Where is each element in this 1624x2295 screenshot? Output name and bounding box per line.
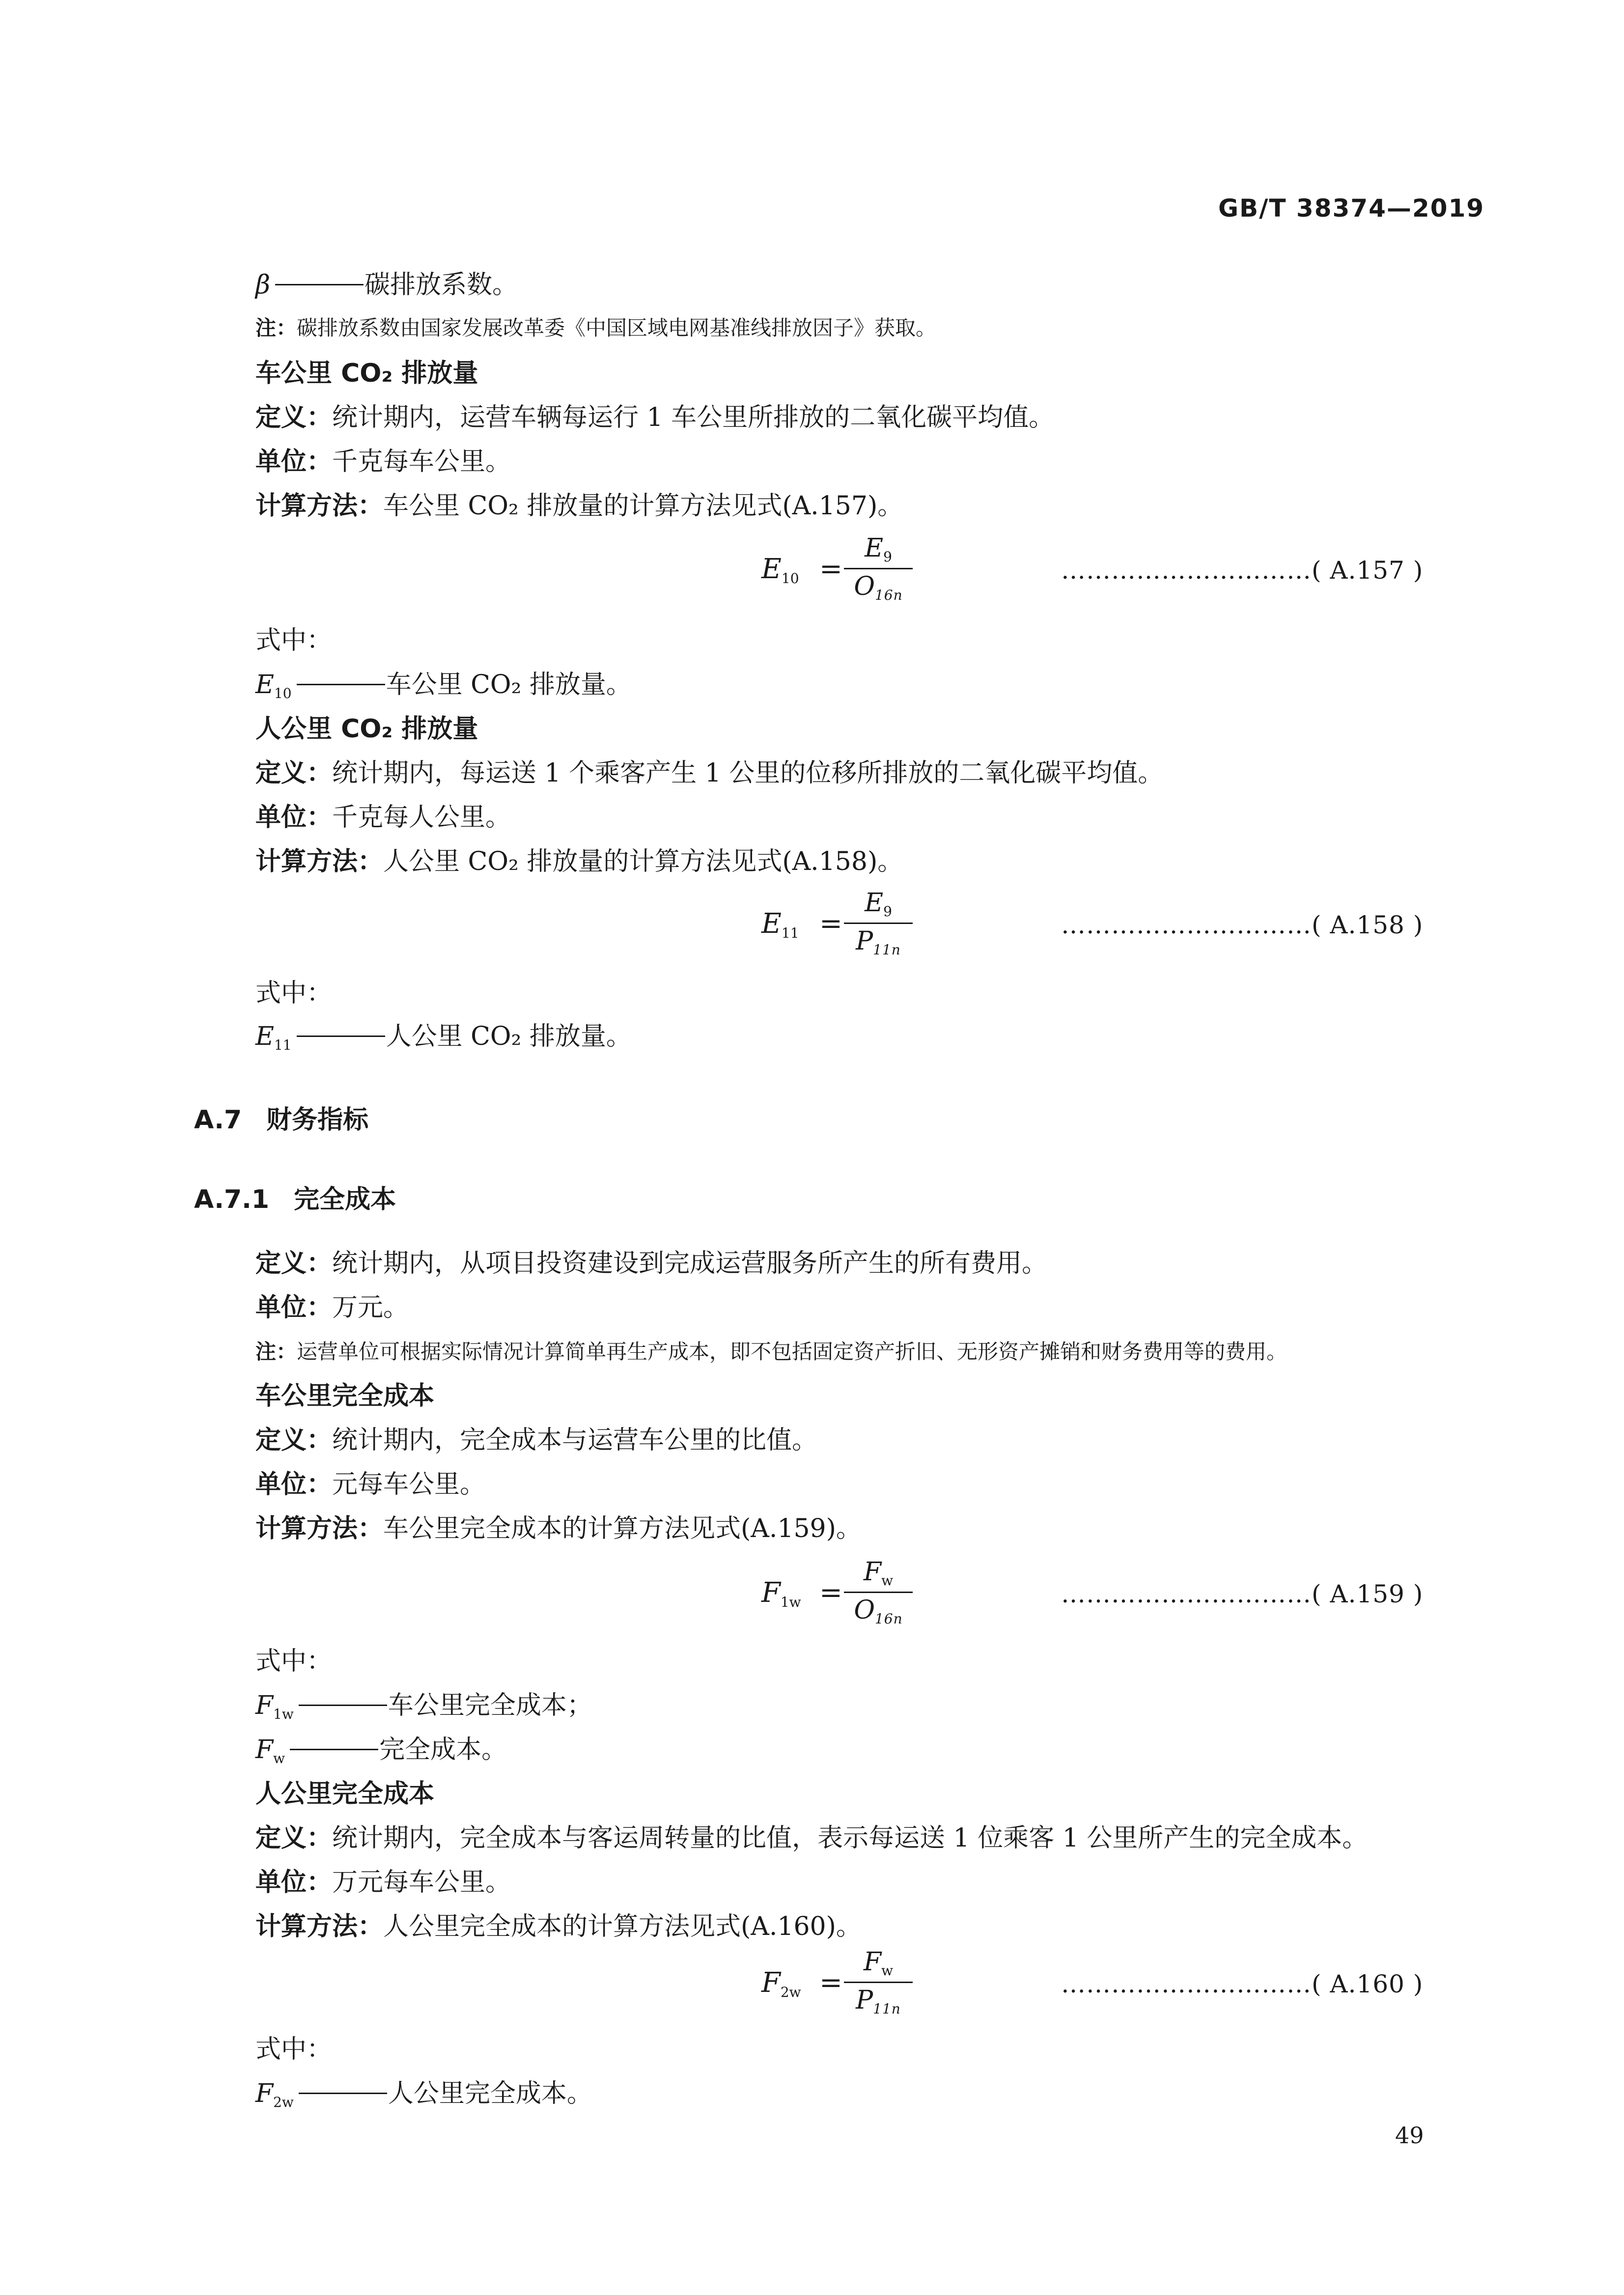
note-carbon-factor (255, 314, 936, 342)
def-label: 定义： (255, 1249, 333, 1278)
unit-text: 万元每车公里。 (332, 1868, 511, 1897)
em-dash (297, 1036, 385, 1037)
formula-a158 (761, 890, 1474, 988)
standard-number: GB/T 38374—2019 (1218, 194, 1485, 223)
def-label: 定义： (255, 758, 333, 788)
unit-text: 元每车公里。 (332, 1470, 486, 1499)
person-co2-definition (255, 757, 1163, 789)
var-symbol: F (255, 2079, 274, 2108)
veh-co2-definition (255, 402, 1054, 433)
where-label: 式中： (255, 979, 333, 1008)
veh-cost-title: 车公里完全成本 (255, 1381, 435, 1411)
calc-text: 人公里 CO₂ 排放量的计算方法见式(A.158)。 (383, 847, 903, 876)
equation-ref-a160: …………………………( A.160 ) (1061, 1970, 1424, 1998)
calc-text: 车公里 CO₂ 排放量的计算方法见式(A.157)。 (383, 491, 903, 521)
calc-label: 计算方法： (255, 1912, 384, 1941)
calc-text: 车公里完全成本的计算方法见式(A.159)。 (383, 1514, 862, 1543)
unit-label: 单位： (255, 1293, 333, 1322)
em-dash (297, 684, 385, 685)
em-dash (275, 284, 364, 285)
calc-text: 人公里完全成本的计算方法见式(A.160)。 (383, 1912, 862, 1941)
var-description: 车公里 CO₂ 排放量。 (386, 670, 632, 700)
full-cost-unit (255, 1292, 409, 1323)
note-label: 注： (255, 1340, 297, 1364)
numerator: Fw (863, 1557, 894, 1589)
veh-cost-definition (255, 1425, 817, 1456)
subsection-number: A.7.1 (194, 1185, 270, 1214)
section-title: 财务指标 (266, 1105, 369, 1135)
denominator: $O_{16n}$ (854, 572, 903, 603)
person-cost-calc (255, 1911, 862, 1942)
equals-sign: = (819, 1577, 842, 1609)
calc-label: 计算方法： (255, 491, 384, 521)
var-symbol: E (255, 1022, 274, 1051)
em-dash (299, 1705, 387, 1706)
def-label: 定义： (255, 403, 333, 432)
denominator: $O_{16n}$ (854, 1595, 903, 1627)
where-label: 式中： (255, 1647, 333, 1676)
equals-sign: = (819, 553, 842, 585)
numerator: E9 (865, 888, 892, 920)
unit-text: 千克每人公里。 (332, 803, 511, 832)
note-text: 运营单位可根据实际情况计算简单再生产成本，即不包括固定资产折旧、无形资产摊销和财务费用等的费用。 (297, 1340, 1288, 1364)
equation-ref-a159: …………………………( A.159 ) (1061, 1580, 1424, 1608)
where-label: 式中： (255, 2035, 333, 2064)
note-text: 碳排放系数由国家发展改革委《中国区域电网基准线排放因子》获取。 (297, 316, 937, 340)
equals-sign: = (819, 908, 842, 940)
full-cost-definition (255, 1248, 1047, 1279)
veh-cost-calc (255, 1513, 862, 1544)
var-symbol: E (255, 670, 274, 700)
person-co2-unit (255, 802, 511, 833)
def-text: 统计期内，完全成本与运营车公里的比值。 (332, 1426, 818, 1455)
fraction-bar (844, 1592, 913, 1593)
numerator: E9 (865, 533, 892, 565)
fraction-bar (844, 568, 913, 569)
unit-text: 万元。 (332, 1293, 409, 1322)
def-text: 统计期内，每运送 1 个乘客产生 1 公里的位移所排放的二氧化碳平均值。 (332, 758, 1164, 788)
var-e11-definition (255, 1021, 632, 1061)
subsection-title: 完全成本 (294, 1185, 396, 1214)
person-cost-unit (255, 1867, 511, 1898)
em-dash (299, 2093, 387, 2094)
equation-ref-a157: …………………………( A.157 ) (1061, 556, 1424, 585)
beta-description: 碳排放系数。 (364, 270, 518, 300)
var-symbol: F (255, 1691, 274, 1720)
var-f2w-definition (255, 2078, 592, 2118)
def-text: 统计期内，从项目投资建设到完成运营服务所产生的所有费用。 (332, 1249, 1048, 1278)
calc-label: 计算方法： (255, 847, 384, 876)
var-description: 完全成本。 (379, 1735, 507, 1764)
formula-a157 (761, 535, 1474, 634)
var-description: 车公里完全成本； (388, 1691, 592, 1720)
unit-label: 单位： (255, 1868, 333, 1897)
def-label: 定义： (255, 1823, 333, 1853)
section-number: A.7 (194, 1105, 242, 1135)
def-text: 统计期内，完全成本与客运周转量的比值，表示每运送 1 位乘客 1 公里所产生的完全成本。 (332, 1823, 1368, 1853)
subsection-heading (194, 1184, 396, 1215)
var-description: 人公里 CO₂ 排放量。 (386, 1022, 632, 1051)
var-fw-definition (255, 1734, 507, 1774)
page-number: 49 (1395, 2122, 1424, 2149)
equals-sign: = (819, 1967, 842, 1999)
fraction-bar (844, 923, 913, 924)
formula-a160 (761, 1949, 1474, 2047)
person-cost-title: 人公里完全成本 (255, 1779, 435, 1809)
beta-symbol: β (255, 270, 271, 300)
section-heading (194, 1104, 368, 1136)
var-e10-definition (255, 669, 632, 709)
note-simple-reproduction (255, 1338, 1287, 1366)
formula-lhs: F2w (761, 1967, 801, 2000)
denominator: $P_{11n}$ (856, 926, 901, 958)
veh-co2-calc (255, 490, 903, 522)
unit-label: 单位： (255, 803, 333, 832)
equation-ref-a158: …………………………( A.158 ) (1061, 911, 1424, 939)
beta-definition (255, 269, 518, 301)
var-subscript: w (273, 1750, 285, 1766)
formula-lhs: E11 (761, 908, 799, 941)
def-text: 统计期内，运营车辆每运行 1 车公里所排放的二氧化碳平均值。 (332, 403, 1055, 432)
var-description: 人公里完全成本。 (388, 2079, 592, 2108)
person-co2-calc (255, 846, 903, 877)
veh-co2-unit (255, 446, 511, 477)
person-co2-title: 人公里 CO₂ 排放量 (255, 714, 478, 744)
var-f1w-definition (255, 1690, 592, 1730)
calc-label: 计算方法： (255, 1514, 384, 1543)
numerator: Fw (863, 1947, 894, 1979)
veh-co2-title: 车公里 CO₂ 排放量 (255, 359, 478, 388)
var-subscript: 2w (273, 2094, 294, 2110)
def-label: 定义： (255, 1426, 333, 1455)
fraction-bar (844, 1982, 913, 1983)
var-symbol: F (255, 1735, 274, 1764)
var-subscript: 10 (274, 685, 292, 701)
unit-label: 单位： (255, 1470, 333, 1499)
veh-cost-unit (255, 1469, 485, 1500)
unit-label: 单位： (255, 447, 333, 476)
var-subscript: 1w (273, 1706, 294, 1722)
formula-a159 (761, 1559, 1474, 1657)
note-label: 注： (255, 316, 297, 340)
formula-lhs: F1w (761, 1577, 801, 1610)
denominator: $P_{11n}$ (856, 1986, 901, 2017)
formula-lhs: E10 (761, 553, 799, 587)
where-label: 式中： (255, 626, 333, 655)
unit-text: 千克每车公里。 (332, 447, 511, 476)
var-subscript: 11 (274, 1037, 292, 1053)
em-dash (290, 1749, 378, 1750)
person-cost-definition (255, 1822, 1368, 1854)
